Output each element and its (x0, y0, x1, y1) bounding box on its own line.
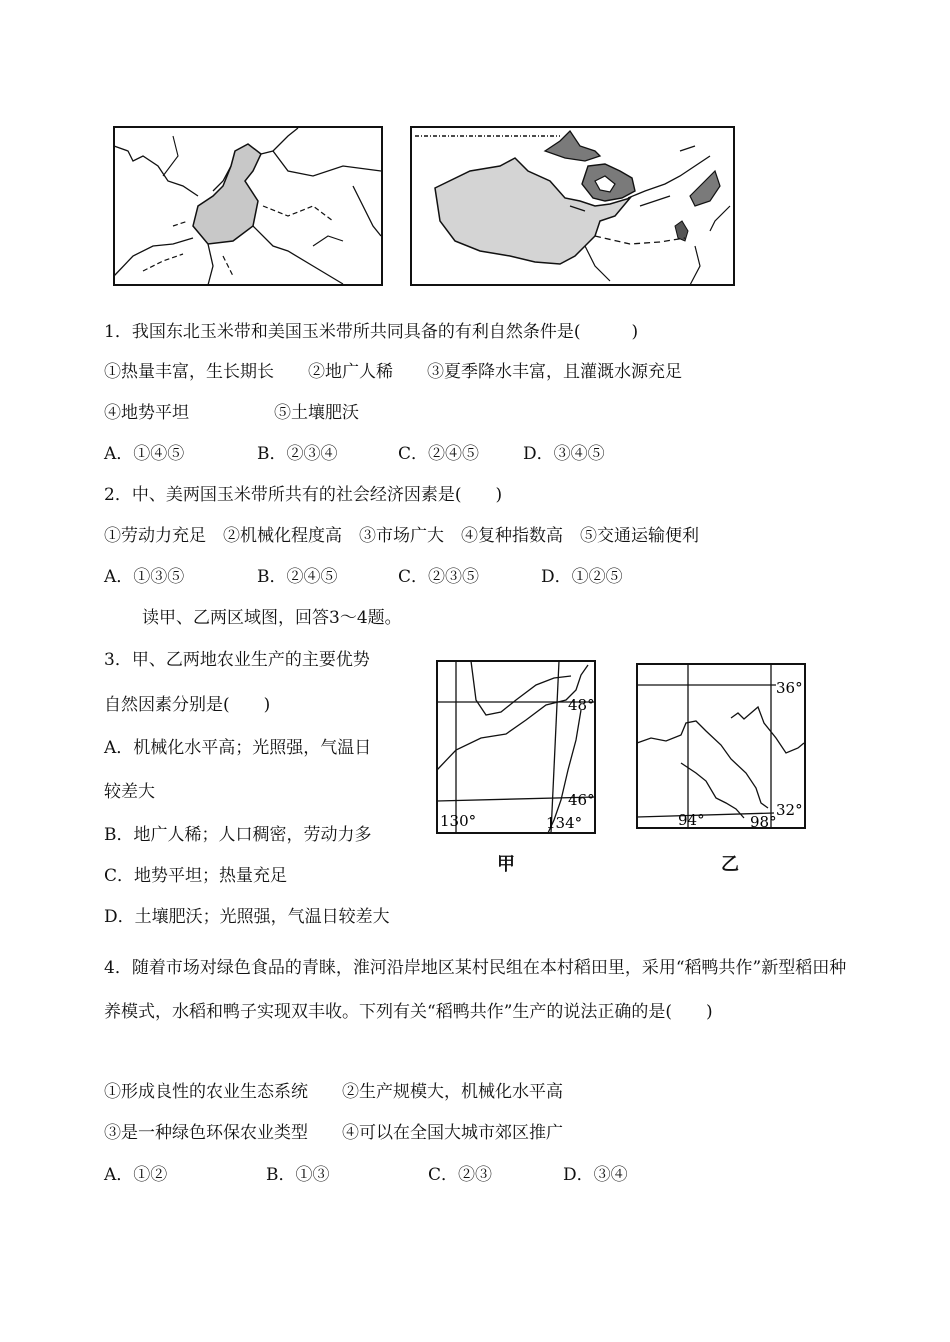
q3-option-c: C．地势平坦；热量充足 (104, 866, 288, 886)
q4-option-d: D．③④ (563, 1165, 628, 1185)
intro-text: 读甲、乙两区域图，回答3～4题。 (142, 608, 402, 628)
q4-option-c: C．②③ (428, 1165, 493, 1185)
q3-stem-line2: 自然因素分别是( ) (104, 695, 271, 715)
q2-stem: 2．中、美两国玉米带所共有的社会经济因素是( ) (104, 485, 503, 505)
q4-option-a: A．①② (104, 1165, 168, 1185)
q2-factors-row1: ①劳动力充足 ②机械化程度高 ③市场广大 ④复种指数高 ⑤交通运输便利 (104, 526, 699, 546)
jia-lon-right-label: 134° (546, 814, 583, 832)
q1-option-a: A．①④⑤ (104, 444, 185, 464)
q2-option-b: B．②④⑤ (257, 567, 338, 587)
yi-lon-right-label: 98° (750, 813, 777, 830)
q3-option-a-line1: A．机械化水平高；光照强，气温日 (104, 738, 372, 758)
jia-lat-bottom-label: 46° (568, 791, 595, 809)
q1-option-b: B．②③④ (257, 444, 338, 464)
q4-stem: 4．随着市场对绿色食品的青睐，淮河沿岸地区某村民组在本村稻田里，采用“稻鸭共作”新型稻田种养模式，水稻和鸭子实现双丰收。下列有关“稻鸭共作”生产的说法正确的是( ) (104, 958, 847, 1022)
q3-stem-line1: 3．甲、乙两地农业生产的主要优势 (104, 650, 370, 670)
yi-lat-top-label: 36° (776, 679, 803, 697)
yi-region-map (636, 663, 808, 830)
yi-lon-left-label: 94° (678, 811, 705, 829)
china-corn-belt-map (113, 126, 383, 286)
q2-option-d: D．①②⑤ (541, 567, 623, 587)
jia-lon-left-label: 130° (440, 812, 477, 830)
jia-lat-top-label: 48° (568, 696, 595, 714)
usa-corn-belt-map (410, 126, 735, 286)
q2-option-c: C．②③⑤ (398, 567, 480, 587)
jia-caption: 甲 (497, 854, 515, 875)
q1-conditions-row1: ①热量丰富，生长期长 ②地广人稀 ③夏季降水丰富，且灌溉水源充足 (104, 362, 682, 382)
q4-statements-row2: ③是一种绿色环保农业类型 ④可以在全国大城市郊区推广 (104, 1123, 563, 1143)
q3-option-d: D．土壤肥沃；光照强，气温日较差大 (104, 907, 390, 927)
yi-lat-bottom-label: 32° (776, 801, 803, 819)
q1-option-c: C．②④⑤ (398, 444, 480, 464)
q3-option-a-line2: 较差大 (104, 782, 155, 802)
q1-stem: 1．我国东北玉米带和美国玉米带所共同具备的有利自然条件是( ) (104, 322, 639, 342)
q4-option-b: B．①③ (266, 1165, 330, 1185)
yi-caption: 乙 (721, 854, 739, 875)
q1-conditions-row2: ④地势平坦 ⑤土壤肥沃 (104, 403, 359, 423)
q3-option-b: B．地广人稀；人口稠密，劳动力多 (104, 825, 372, 845)
q2-option-a: A．①③⑤ (104, 567, 185, 587)
q1-option-d: D．③④⑤ (523, 444, 605, 464)
q4-statements-row1: ①形成良性的农业生态系统 ②生产规模大，机械化水平高 (104, 1082, 563, 1102)
jia-region-map (436, 660, 598, 835)
